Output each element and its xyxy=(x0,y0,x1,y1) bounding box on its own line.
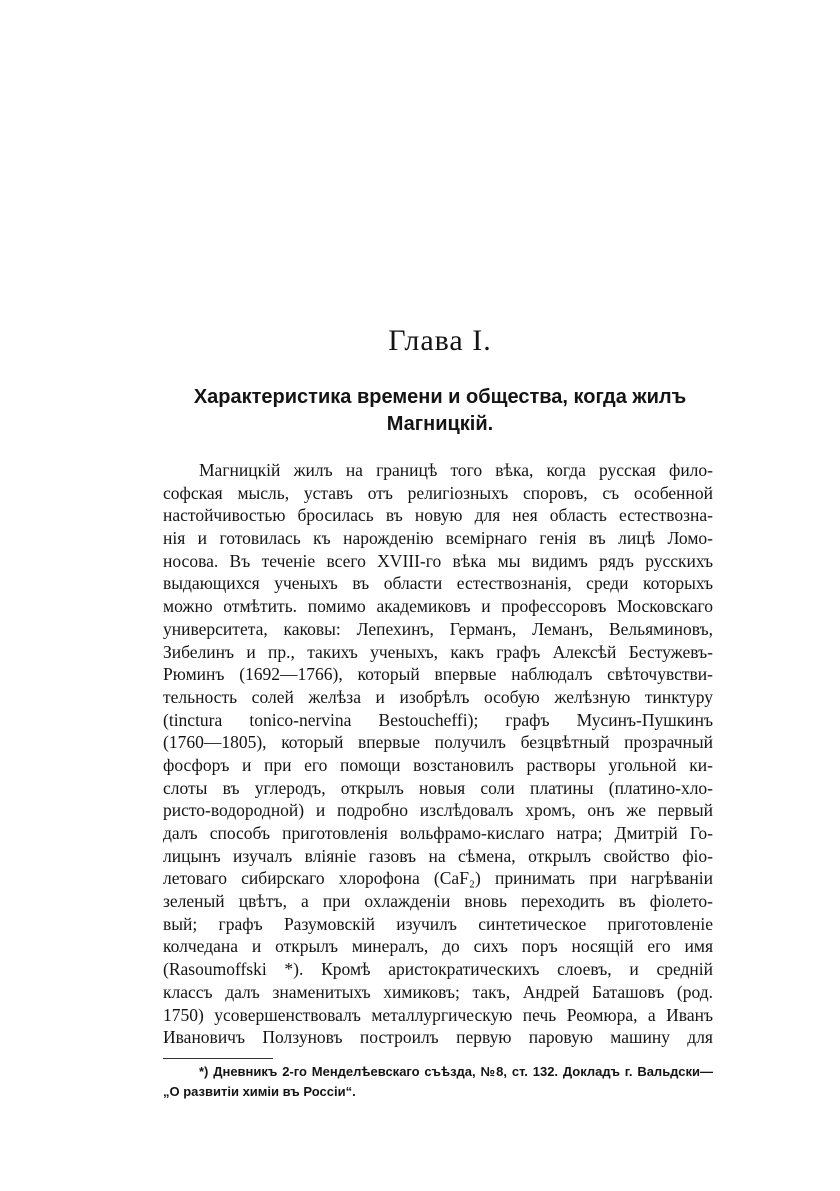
footnote xyxy=(163,1062,713,1102)
body-line: можно отмѣтить. помимо академиковъ и профессоровъ Московскаго xyxy=(163,596,713,617)
body-line: (Rasoumoffski *). Кромѣ аристократическихъ слоевъ, и средній xyxy=(163,959,713,980)
body-line: 1750) усовершенствовалъ металлургическую печь Реомюра, а Иванъ xyxy=(163,1004,713,1025)
section-heading xyxy=(150,384,730,438)
body-line: носова. Въ теченіе всего XVIII-го вѣка мы видимъ рядъ русскихъ xyxy=(163,550,713,571)
body-line: Ивановичъ Ползуновъ построилъ первую паровую машину для xyxy=(163,1027,713,1048)
footnote-line-1: *) Дневникъ 2-го Менделѣевскаго съѣзда, №8, ст. 132. Докладъ г. Вальдски— xyxy=(199,1064,713,1079)
footnote-line-2: „О развитіи химіи въ Россіи“. xyxy=(163,1084,356,1099)
chapter-title: Глава I. xyxy=(388,324,492,357)
body-paragraph xyxy=(163,459,713,1049)
body-line: колчедана и открылъ минералъ, до сихъ поръ носящій его имя xyxy=(163,936,713,957)
body-line: Рюминъ (1692—1766), который впервые наблюдалъ свѣточувстви- xyxy=(163,664,713,685)
body-line: летоваго сибирскаго хлорофона (CaF₂) принимать при нагрѣваніи xyxy=(163,868,713,889)
body-line: далъ способъ приготовленія вольфрамо-кислаго натра; Дмитрій Го- xyxy=(163,823,713,843)
body-line: ристо-водородной) и подробно изслѣдовалъ хромъ, онъ же первый xyxy=(163,800,713,821)
body-line: (tinctura tonico-nervina Bestoucheffi); графъ Мусинъ-Пушкинъ xyxy=(163,709,713,730)
body-line: тельность солей желѣза и изобрѣлъ особую желѣзную тинктуру xyxy=(163,686,713,707)
body-line: университета, каковы: Лепехинъ, Германъ, Леманъ, Вельяминовъ, xyxy=(163,618,713,639)
body-line: лицынъ изучалъ вліяніе газовъ на сѣмена, открылъ свойство фіо- xyxy=(163,845,713,866)
body-line: фосфоръ и при его помощи возстановилъ растворы угольной ки- xyxy=(163,754,713,775)
body-line: Магницкій жилъ на границѣ того вѣка, когда русская фило- xyxy=(199,460,713,480)
section-heading-line-2: Магницкій. xyxy=(386,413,494,435)
body-line: нія и готовилась къ нарожденію всемірнаго генія въ лицѣ Ломо- xyxy=(163,528,713,549)
body-line: зеленый цвѣтъ, а при охлажденіи вновь переходить въ фіолето- xyxy=(163,891,713,912)
body-line: настойчивостью бросилась въ новую для нея область естествозна- xyxy=(163,505,713,526)
body-line: вый; графъ Разумовскій изучилъ синтетическое приготовленіе xyxy=(163,913,713,934)
footnote-divider xyxy=(163,1058,273,1059)
body-line: (1760—1805), который впервые получилъ безцвѣтный прозрачный xyxy=(163,732,713,753)
body-line: классъ далъ знаменитыхъ химиковъ; такъ, Андрей Баташовъ (род. xyxy=(163,981,713,1002)
body-line: софская мысль, уставъ отъ религіозныхъ споровъ, съ особенной xyxy=(163,482,713,503)
section-heading-line-1: Характеристика времени и общества, когда жилъ xyxy=(193,386,687,408)
body-line: Зибелинъ и пр., такихъ ученыхъ, какъ графъ Алексѣй Бестужевъ- xyxy=(163,641,713,662)
body-line: выдающихся ученыхъ въ области естествознанія, среди которыхъ xyxy=(163,573,713,594)
body-line: слоты въ углеродъ, открылъ новыя соли платины (платино-хло- xyxy=(163,777,713,798)
